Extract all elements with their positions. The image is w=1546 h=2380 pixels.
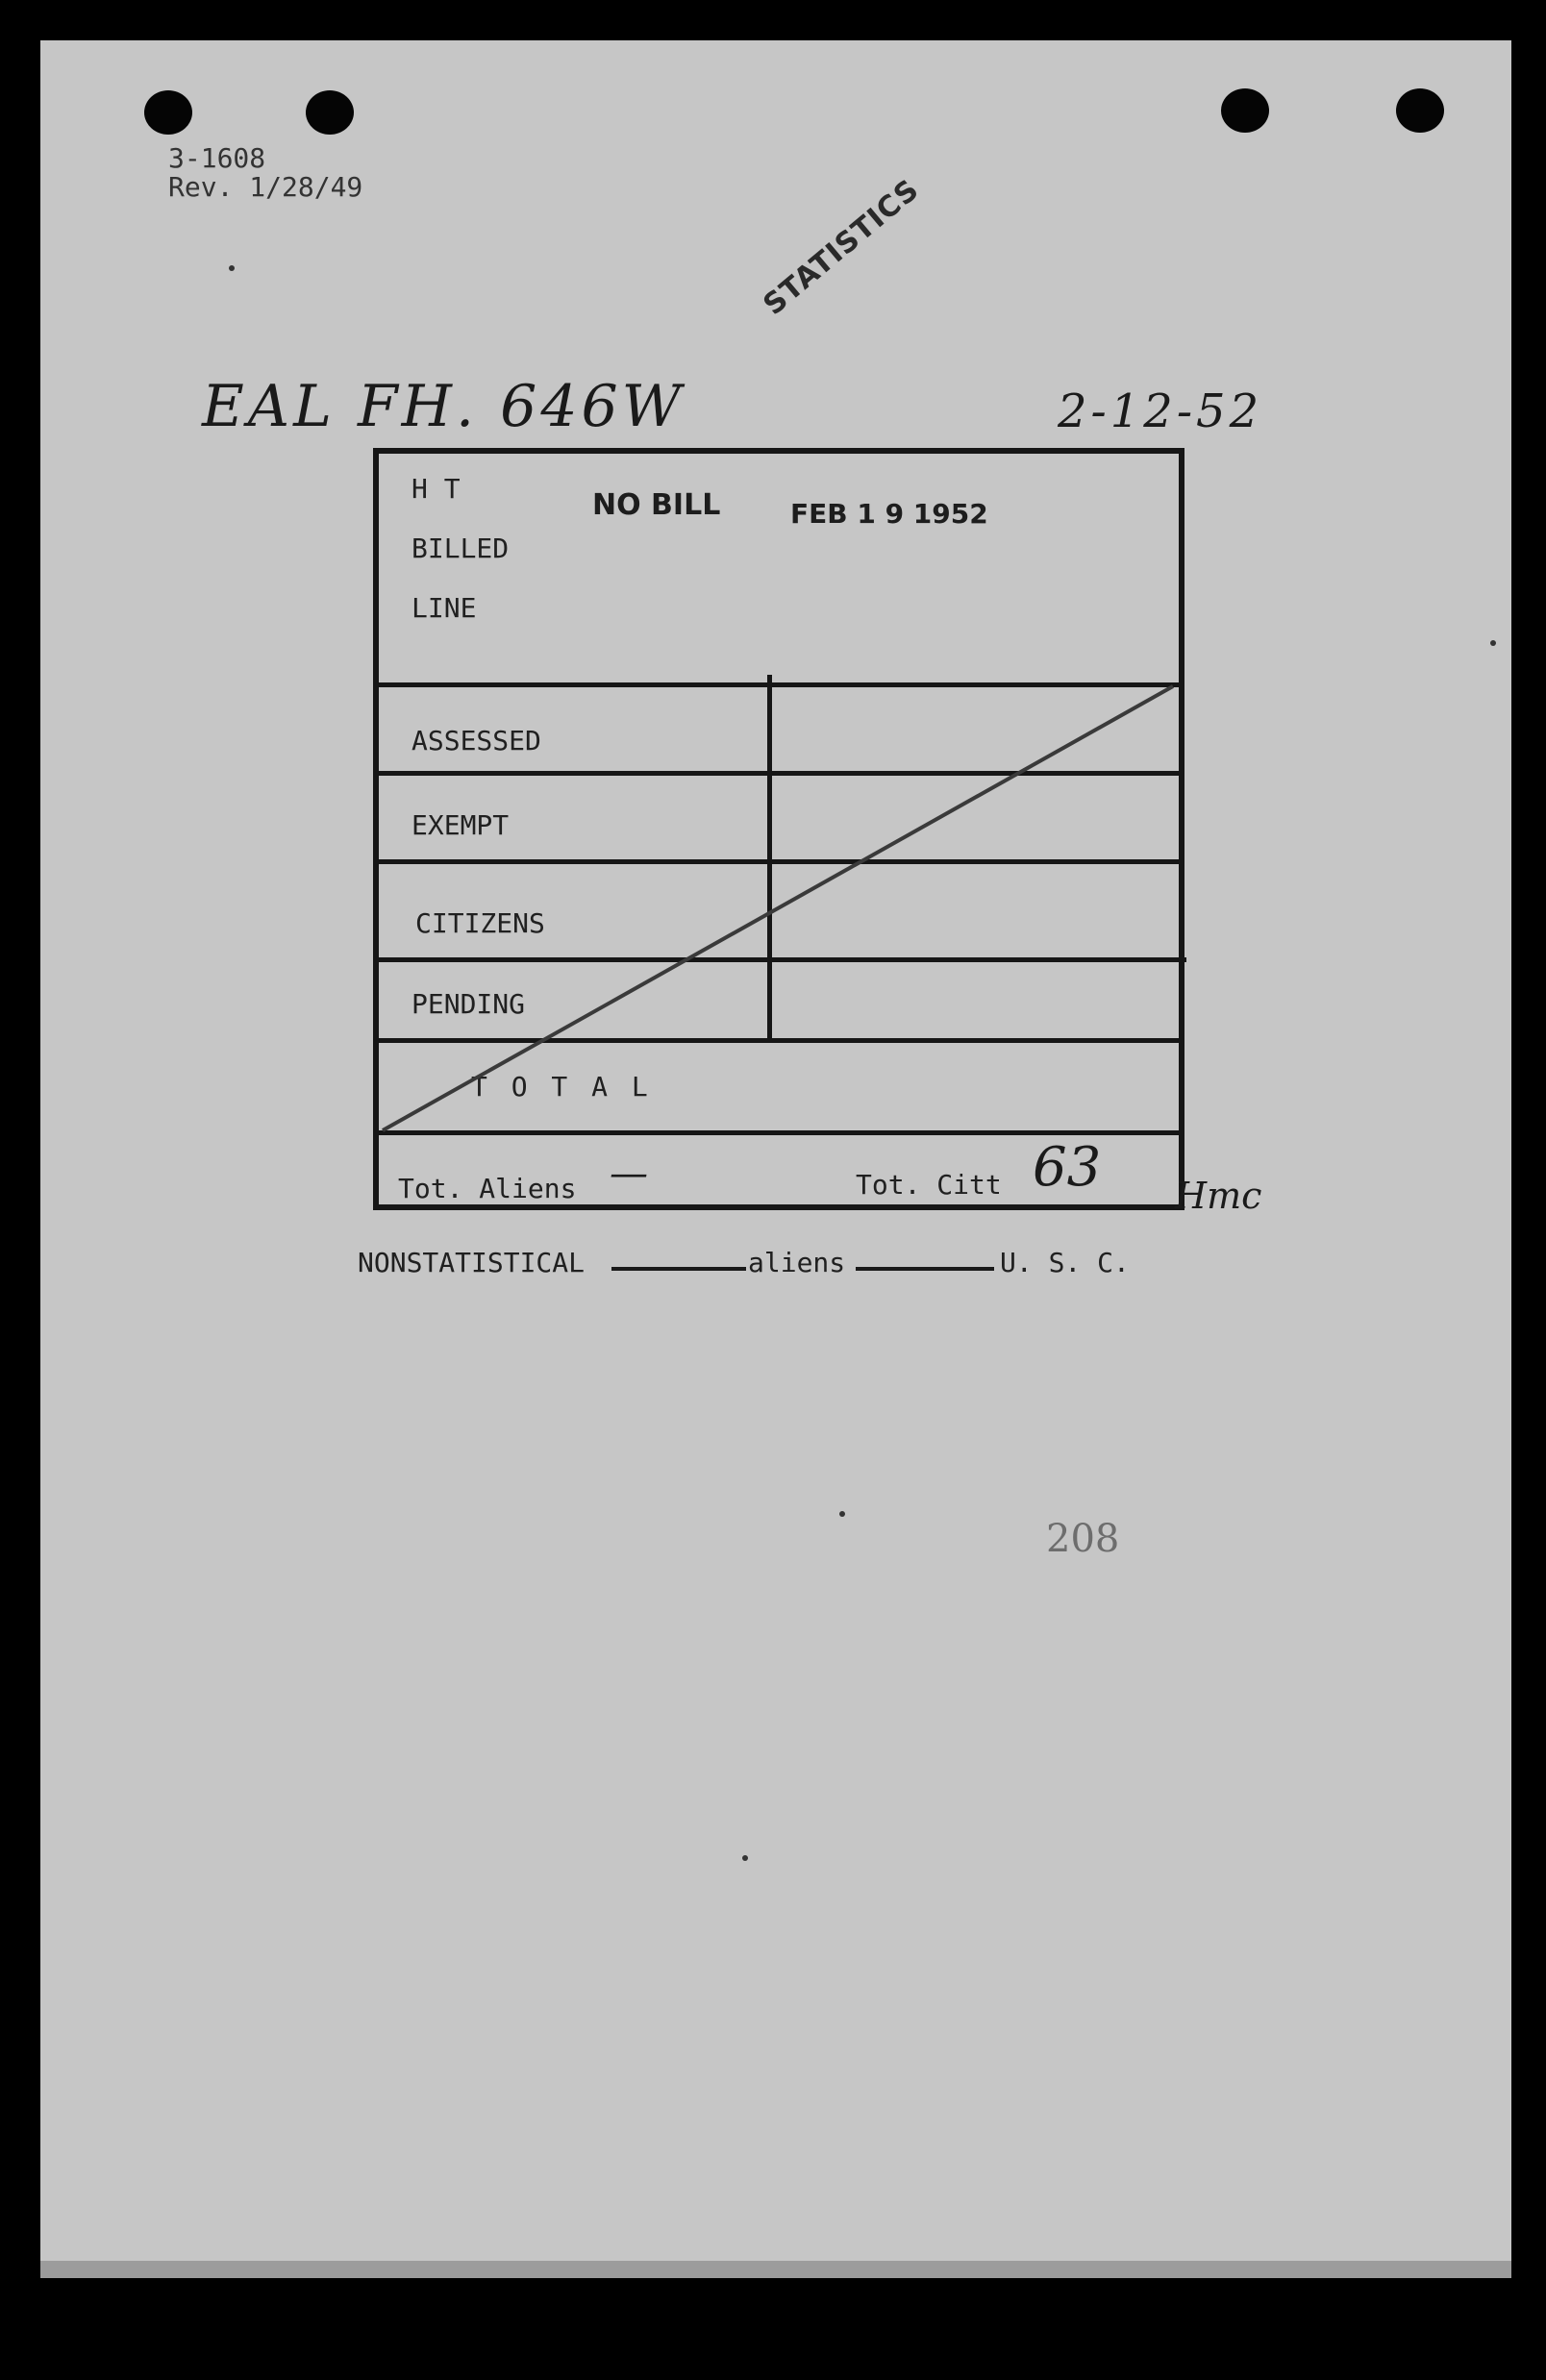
- form-number: 3-1608: [168, 142, 266, 174]
- punch-hole: [306, 90, 354, 135]
- punch-hole: [1396, 88, 1444, 133]
- speck: [229, 265, 235, 271]
- statistics-stamp: STATISTICS: [757, 172, 926, 322]
- scan-edge: [40, 2261, 1511, 2278]
- total-aliens-label: Tot. Aliens: [398, 1173, 577, 1204]
- row-label-citizens: CITIZENS: [415, 907, 545, 939]
- total-label: T O T A L: [471, 1071, 652, 1103]
- row-label-exempt: EXEMPT: [411, 809, 510, 841]
- diagonal-cancel-line: [379, 454, 1179, 1204]
- speck: [1490, 640, 1496, 646]
- received-date-stamp: FEB 1 9 1952: [790, 498, 988, 530]
- punch-hole: [1221, 88, 1269, 133]
- form-number-block: [168, 144, 362, 202]
- handwritten-initials: Hmc: [1175, 1175, 1262, 1217]
- blank-line: [611, 1267, 746, 1271]
- header-label-billed: BILLED: [411, 533, 510, 564]
- nonstatistical-usc: U. S. C.: [1000, 1247, 1130, 1278]
- form-revision: Rev. 1/28/49: [168, 171, 363, 203]
- handwritten-file-ref: EAL FH. 646W: [202, 373, 686, 440]
- speck: [742, 1855, 748, 1861]
- page-number: 208: [1046, 1517, 1120, 1561]
- handwritten-date: 2-12-52: [1058, 384, 1263, 438]
- nonstatistical-label: NONSTATISTICAL: [358, 1247, 586, 1278]
- row-label-pending: PENDING: [411, 988, 526, 1020]
- punch-hole: [144, 90, 192, 135]
- header-label-line: LINE: [411, 592, 477, 624]
- header-label-ht: H T: [411, 473, 461, 505]
- total-citizens-label: Tot. Citt: [856, 1169, 1002, 1201]
- no-bill-stamp: NO BILL: [592, 488, 721, 522]
- total-aliens-value: —: [610, 1152, 648, 1196]
- blank-line: [856, 1267, 994, 1271]
- nonstatistical-aliens: aliens: [748, 1247, 846, 1278]
- statistics-form-box: [373, 448, 1184, 1210]
- speck: [839, 1511, 845, 1517]
- row-label-assessed: ASSESSED: [411, 725, 541, 756]
- total-citizens-value: 63: [1033, 1136, 1102, 1199]
